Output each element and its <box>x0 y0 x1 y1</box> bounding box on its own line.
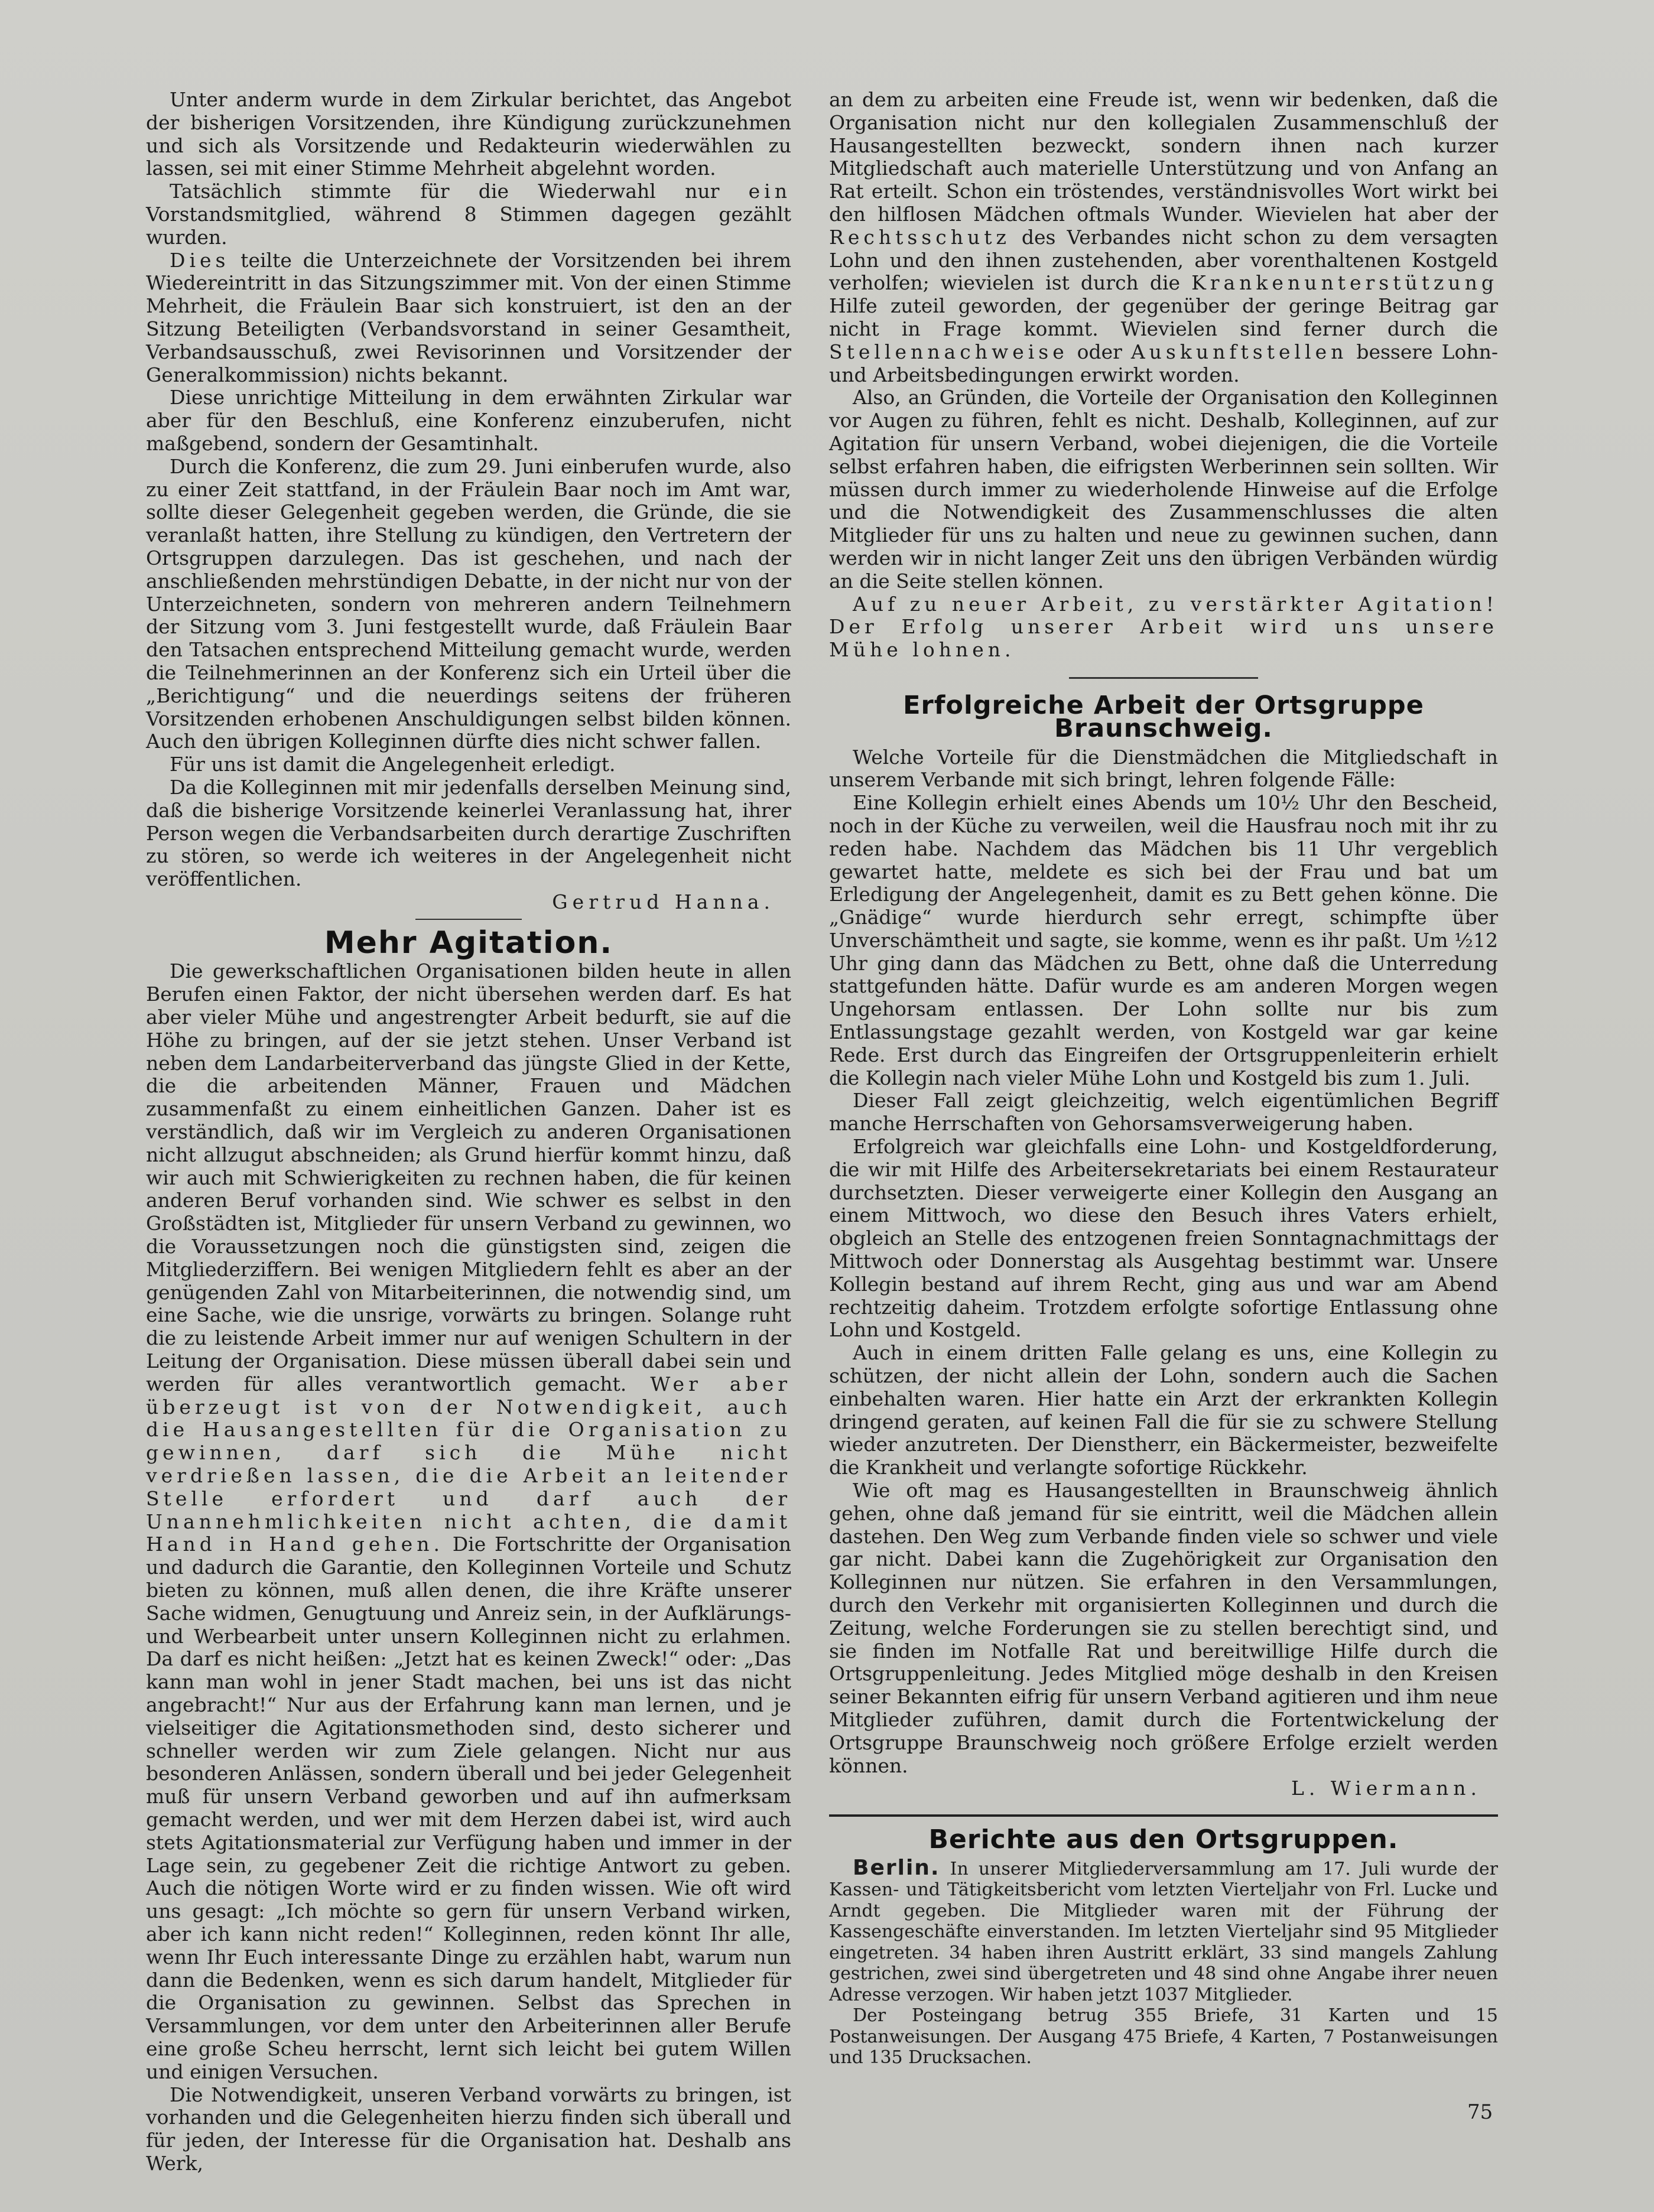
emphasized-text: Stellennachweise <box>829 340 1068 363</box>
text-run: Die gewerkschaftlichen Organisationen bilden heute in allen Berufen einen Faktor, der nicht übersehen werden darf. Es hat aber vieler Mühe und angestrengter Arbeit bedurft, sie auf die Höhe zu bringen, auf der sie jetzt stehen. Unser Verband ist neben dem Landarbeiterverband das jüngste Glied in der Kette, die die arbeitenden Männer, Frauen und Mädchen zusammenfaßt zu einem einheitlichen Ganzen. Daher ist es verständlich, daß wir im Vergleich zu anderen Organisationen nicht allzugut abschneiden; als Grund hierfür kommt hinzu, daß wir auch mit Schwierigkeiten zu rechnen haben, die für keinen anderen Beruf vorhanden sind. Wie schwer es selbst in den Großstädten ist, Mitglieder für unsern Verband zu gewinnen, wo die Voraussetzungen noch die günstigsten sind, zeigen die Mitgliederziffern. Bei wenigen Mitgliedern fehlt es aber an der genügenden Zahl von Mitarbeiterinnen, die notwendig sind, um eine Sache, wie die unsrige, vorwärts zu bringen. Solange ruht die zu leistende Arbeit immer nur auf wenigen Schultern in der Leitung der Organisation. Diese müssen überall dabei sein und werden für alles verantwortlich gemacht. <box>146 959 791 1395</box>
page-number: 75 <box>1467 2100 1493 2124</box>
paragraph: Also, an Gründen, die Vorteile der Organisation den Kolleginnen vor Augen zu führen, fehlt es nicht. Deshalb, Kolleginnen, auf zur Agitation für unsern Verband, wobei diejenigen, die die Vorteile selbst erfahren haben, die eifrigsten Werberinnen sein sollten. Wir müssen durch immer zu wiederholende Hinweise auf die Erfolge und die Notwendigkeit des Zusammenschlusses die alten Mitglieder für uns zu halten und neue zu gewinnen suchen, dann werden wir in nicht langer Zeit uns den übrigen Verbänden würdig an die Seite stellen können. <box>829 386 1498 593</box>
right-column <box>829 89 1498 2068</box>
paragraph: Da die Kolleginnen mit mir jedenfalls derselben Meinung sind, daß die bisherige Vorsitzende keinerlei Veranlassung hat, ihrer Person wegen die Verbandsarbeiten durch derartige Zuschriften zu stören, so werde ich weiteres in der Angelegenheit nicht veröffentlichen. <box>146 775 791 891</box>
emphasized-text: Krankenunterstützung <box>1191 271 1498 295</box>
article-heading: Mehr Agitation. <box>324 925 613 961</box>
text-run: teilte die Unterzeichnete der Vorsitzenden bei ihrem Wiedereintritt in das Sitzungszimmer mit. Von der einen Stimme Mehrheit, die Fräulein Baar sich konstruiert, ist den an der Sitzung Beteiligten (Verbandsvorstand in seiner Gesamtheit, Verbandsausschuß, zwei Revisorinnen und Vorsitzender der Generalkommission) nichts bekannt. <box>146 248 791 386</box>
text-run: Die Fortschritte der Organisation und dadurch die Garantie, den Kolleginnen Vorteile und Schutz bieten zu können, muß allen denen, die ihre Kräfte unserer Sache widmen, Genugtuung und Anreiz sein, in der Aufklärungs- und Werbearbeit unter unsern Kolleginnen nicht zu erlahmen. Da darf es nicht heißen: „Jetzt hat es keinen Zweck!“ oder: „Das kann man wohl in jener Stadt machen, bei uns ist das nicht angebracht!“ Nur aus der Erfahrung kann man lernen, und je vielseitiger die Agitationsmethoden sind, desto sicherer und schneller werden wir zum Ziele gelangen. Nicht nur aus besonderen Anlässen, sondern überall und bei jeder Gelegenheit muß für unsern Verband geworben und auf ihn aufmerksam gemacht werden, und wer mit dem Herzen dabei ist, wird auch stets Agitationsmaterial zur Verfügung haben und immer in der Lage sein, zu gegebener Zeit die richtige Antwort zu geben. Auch die nötigen Worte wird er zu finden wissen. Wie oft wird uns gesagt: „Ich möchte so gern für unsern Verband wirken, aber ich kann nicht reden!“ Kolleginnen, reden könnt Ihr alle, wenn Ihr Euch interessante Dinge zu erzählen habt, warum nun dann die Bedenken, wenn es sich darum handelt, Mitglieder für die Organisation zu gewinnen. Selbst das Sprechen in Versammlungen, vor dem unter den Arbeiterinnen aller Berufe eine große Scheu herrscht, lernt sich leicht bei gutem Willen und einigen Versuchen. <box>146 1533 791 2083</box>
paragraph <box>829 89 1498 386</box>
section-heading: Berichte aus den Ortsgruppen. <box>928 1824 1399 1855</box>
text-run: Vorstandsmitglied, während 8 Stimmen dagegen gezählt wurden. <box>146 202 791 249</box>
paragraph: Erfolgreich war gleichfalls eine Lohn- und Kostgeldforderung, die wir mit Hilfe des Arbeitersekretariats bei einem Restaurateur durchsetzten. Dieser verweigerte einer Kollegin den Ausgang an einem Mittwoch, wo diese den Besuch ihres Vaters erhielt, obgleich an Stelle des entzogenen freien Sonntagnachmittags der Mittwoch oder Donnerstag als Ausgehtag bestimmt war. Unsere Kollegin bestand auf ihrem Recht, ging aus und war am Abend rechtzeitig daheim. Trotzdem erfolgte sofortige Entlassung ohne Lohn und Kostgeld. <box>829 1135 1498 1342</box>
city-name: Berlin. <box>853 1855 940 1880</box>
report-paragraph: Der Posteingang betrug 355 Briefe, 31 Karten und 15 Postanweisungen. Der Ausgang 475 Briefe, 4 Karten, 7 Postanweisungen und 135 Drucksachen. <box>829 2005 1498 2068</box>
author-signature: L. Wiermann. <box>1291 1777 1481 1800</box>
emphasized-text: Wer aber überzeugt ist von der Notwendigkeit, auch die Hausangestellten für die Organisation zu gewinnen, darf sich die Mühe nicht verdrießen lassen, die die Arbeit an leitender Stelle erfordert und darf auch der Unannehmlichkeiten nicht achten, die damit Hand in Hand gehen. <box>146 1372 791 1556</box>
text-run: an dem zu arbeiten eine Freude ist, wenn wir bedenken, daß die Organisation nicht nur den kollegialen Zusammenschluß der Hausangestellten bezweckt, sondern ihnen nach kurzer Mitgliedschaft auch materielle Unterstützung und von Anfang an Rat erteilt. Schon ein tröstendes, verständnisvolles Wort wirkt bei den hilflosen Mädchen oftmals Wunder. Wievielen hat aber der <box>829 88 1498 226</box>
paragraph <box>146 960 791 2083</box>
divider <box>1069 677 1258 679</box>
text-run: In unserer Mitgliederversammlung am 17. Juli wurde der Kassen- und Tätigkeitsbericht vom letzten Vierteljahr von Frl. Lucke und Arndt gegeben. Die Mitglieder waren mit der Führung der Kassengeschäfte einverstanden. Im letzten Vierteljahr sind 95 Mitglieder eingetreten. 34 haben ihren Austritt erklärt, 33 sind mangels Zahlung gestrichen, zwei sind übergetreten und 48 sind ohne Angabe ihrer neuen Adresse verzogen. Wir haben jetzt 1037 Mitglieder. <box>829 1858 1498 2005</box>
closing-appeal: Auf zu neuer Arbeit, zu verstärkter Agitation! Der Erfolg unserer Arbeit wird uns unsere Mühe lohnen. <box>829 592 1498 662</box>
paragraph: Diese unrichtige Mitteilung in dem erwähnten Zirkular war aber für den Beschluß, eine Konferenz einzuberufen, nicht maßgebend, sondern der Gesamtinhalt. <box>146 386 791 455</box>
text-run: oder <box>1068 340 1131 363</box>
paragraph: Dieser Fall zeigt gleichzeitig, welch eigentümlichen Begriff manche Herrschaften von Gehorsamsverweigerung haben. <box>829 1089 1498 1136</box>
paragraph: Unter anderm wurde in dem Zirkular berichtet, das Angebot der bisherigen Vorsitzenden, ihre Kündigung zurückzunehmen und sich als Vorsitzende und Redakteurin wiederwählen zu lassen, sei mit einer Stimme Mehrheit abgelehnt worden. <box>146 88 791 180</box>
text-run: bessere Lohn- und Arbeitsbedingungen erwirkt worden. <box>829 340 1498 386</box>
paragraph: Wie oft mag es Hausangestellten in Braunschweig ähnlich gehen, ohne daß jemand für sie eintritt, weil die Mädchen allein dastehen. Den Weg zum Verbande finden viele so schwer und viele gar nicht. Dabei kann die Zugehörigkeit zur Organisation den Kolleginnen nur nützen. Sie erfahren in den Versammlungen, durch den Verkehr mit organisierten Kolleginnen und durch die Zeitung, welche Forderungen sie zu stellen berechtigt sind, und sie finden im Notfalle Rat und bereitwillige Hilfe durch die Ortsgruppenleitung. Jedes Mitglied möge deshalb in den Kreisen seiner Bekannten eifrig für unsern Verband agitieren und ihm neue Mitglieder zuführen, damit durch die Fortentwickelung der Ortsgruppe Braunschweig noch größere Erfolge erzielt werden können. <box>829 1479 1498 1777</box>
text-run: Tatsächlich stimmte für die Wiederwahl nur <box>170 180 749 203</box>
emphasized-text: ein <box>748 180 791 203</box>
emphasized-text: Dies <box>170 248 230 272</box>
paragraph <box>146 180 791 249</box>
paragraph: Für uns ist damit die Angelegenheit erledigt. <box>170 753 616 776</box>
paragraph: Durch die Konferenz, die zum 29. Juni einberufen wurde, also zu einer Zeit stattfand, in der Fräulein Baar noch im Amt war, sollte dieser Gelegenheit gegeben werden, die Gründe, die sie veranlaßt hatten, ihre Stellung zu kündigen, den Vertretern der Ortsgruppen darzulegen. Das ist geschehen, und nach der anschließenden mehrstündigen Debatte, in der nicht nur von der Unterzeichneten, sondern von mehreren andern Teilnehmern der Sitzung vom 3. Juni festgestellt wurde, daß Fräulein Baar den Tatsachen entsprechend Mitteilung gemacht wurde, werden die Teilnehmerinnen an der Konferenz sich ein Urteil über die „Berichtigung“ und die neuerdings seitens der früheren Vorsitzenden erhobenen Anschuldigungen selbst bilden können. Auch den übrigen Kolleginnen dürfte dies nicht schwer fallen. <box>146 454 791 753</box>
report-berlin <box>829 1855 1498 2006</box>
paragraph: Welche Vorteile für die Dienstmädchen die Mitgliedschaft in unserem Verbande mit sich bringt, lehren folgende Fälle: <box>829 745 1498 792</box>
paragraph: Auch in einem dritten Falle gelang es uns, eine Kollegin zu schützen, der nicht allein der Lohn, sondern auch die Sachen einbehalten waren. Hier hatte ein Arzt der erkrankten Kollegin dringend geraten, auf keinen Fall die für sie zu schwere Stellung wieder anzutreten. Der Dienstherr, ein Bäckermeister, bezweifelte die Krankheit und verlangte sofortige Rückkehr. <box>829 1341 1498 1479</box>
left-column <box>146 89 791 2175</box>
paragraph: Eine Kollegin erhielt eines Abends um 10½ Uhr den Bescheid, noch in der Küche zu verweilen, weil die Hausfrau noch mit ihr zu reden habe. Nachdem das Mädchen bis 11 Uhr vergeblich gewartet hatte, meldete es sich bei der Frau und bat um Erledigung der Angelegenheit, damit es zu Bett gehen könne. Die „Gnädige“ wurde hierdurch sehr erregt, schimpfte über Unverschämtheit und sagte, sie komme, wenn es ihr paßt. Um ½12 Uhr ging dann das Mädchen zu Bett, ohne daß die Unterredung stattgefunden hätte. Dafür wurde es am anderen Morgen wegen Ungehorsam entlassen. Der Lohn sollte nur bis zum Entlassungstage gezahlt werden, von Kostgeld war gar keine Rede. Erst durch das Eingreifen der Ortsgruppenleiterin erhielt die Kollegin nach vieler Mühe Lohn und Kostgeld bis zum 1. Juli. <box>829 791 1498 1089</box>
article-heading: Erfolgreiche Arbeit der Ortsgruppe Braunschweig. <box>903 690 1424 743</box>
text-run: Hilfe zuteil geworden, der gegenüber der geringe Beitrag gar nicht in Frage kommt. Wievielen sind ferner durch die <box>829 294 1498 340</box>
section-divider <box>829 1814 1498 1817</box>
text-run: des Verbandes nicht schon zu dem versagten Lohn und den ihnen zustehenden, aber vorenthaltenen Kostgeld verholfen; wievielen ist durch die <box>829 225 1498 295</box>
paragraph: Die Notwendigkeit, unseren Verband vorwärts zu bringen, ist vorhanden und die Gelegenheiten hierzu finden sich überall und für jeden, der Interesse für die Organisation hat. Deshalb ans Werk, <box>146 2083 791 2175</box>
emphasized-text: Rechtsschutz <box>829 225 1010 249</box>
emphasized-text: Auskunftstellen <box>1130 340 1348 363</box>
paragraph <box>146 249 791 387</box>
author-signature: Gertrud Hanna. <box>552 890 775 913</box>
